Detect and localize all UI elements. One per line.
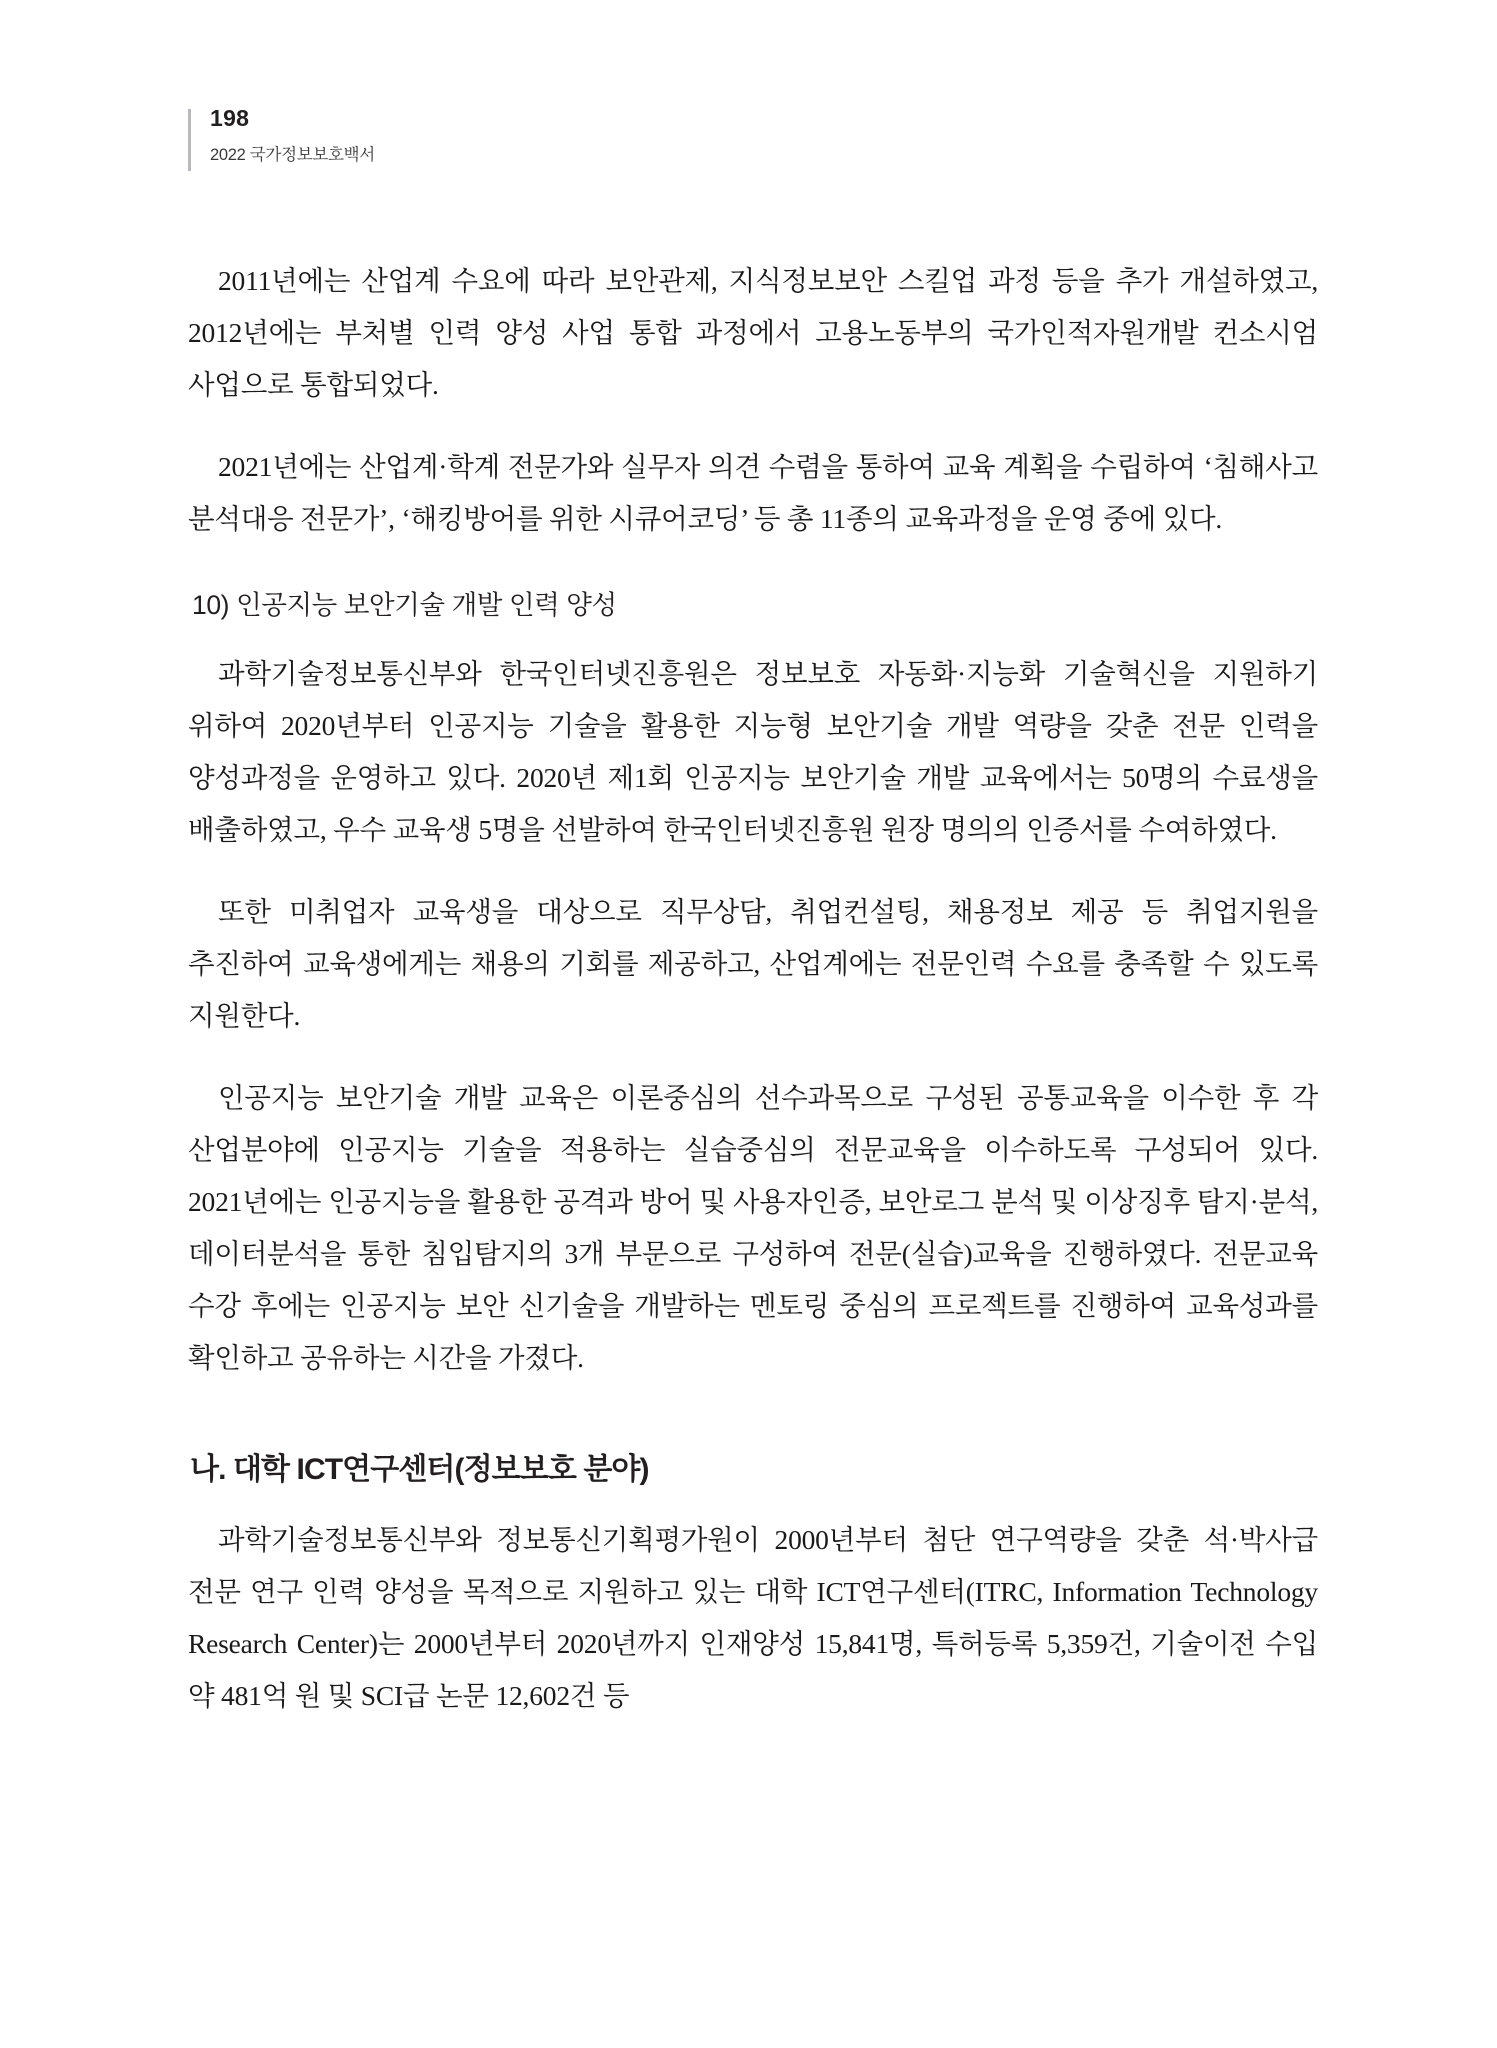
book-title: 2022 국가정보보호백서: [210, 146, 375, 164]
page-content: [188, 255, 1318, 1752]
section-heading: 나. 대학 ICT연구센터(정보보호 분야): [190, 1453, 649, 1486]
page-header: [188, 105, 788, 177]
paragraph: 2011년에는 산업계 수요에 따라 보안관제, 지식정보보안 스킬업 과정 등을 추가 개설하였고, 2012년에는 부처별 인력 양성 사업 통합 과정에서 고용노동부의 국가인적자원개발 컨소시엄 사업으로 통합되었다.: [188, 265, 1318, 400]
paragraph: 또한 미취업자 교육생을 대상으로 직무상담, 취업컨설팅, 채용정보 제공 등 취업지원을 추진하여 교육생에게는 채용의 기회를 제공하고, 산업계에는 전문인력 수요를 충족할 수 있도록 지원한다.: [188, 896, 1318, 1031]
paragraph: 과학기술정보통신부와 정보통신기획평가원이 2000년부터 첨단 연구역량을 갖춘 석·박사급 전문 연구 인력 양성을 목적으로 지원하고 있는 대학 ICT연구센터(ITRC, Information Technology Research Center)는 2000년부터 2020년까지 인재양성 15,841명, 특허등록 5,359건, 기술이전 수입 약 481억 원 및 SCI급 논문 12,602건 등: [188, 1524, 1318, 1711]
sub-heading: 10) 인공지능 보안기술 개발 인력 양성: [192, 590, 617, 620]
header-divider: [188, 109, 191, 171]
paragraph: 과학기술정보통신부와 한국인터넷진흥원은 정보보호 자동화·지능화 기술혁신을 지원하기 위하여 2020년부터 인공지능 기술을 활용한 지능형 보안기술 개발 역량을 갖춘 전문 인력을 양성과정을 운영하고 있다. 2020년 제1회 인공지능 보안기술 개발 교육에서는 50명의 수료생을 배출하였고, 우수 교육생 5명을 선발하여 한국인터넷진흥원 원장 명의의 인증서를 수여하였다.: [188, 658, 1318, 845]
page-number: 198: [210, 105, 250, 131]
paragraph: 2021년에는 산업계·학계 전문가와 실무자 의견 수렴을 통하여 교육 계획을 수립하여 ‘침해사고 분석대응 전문가’, ‘해킹방어를 위한 시큐어코딩’ 등 총 11종의 교육과정을 운영 중에 있다.: [188, 451, 1318, 534]
paragraph: 인공지능 보안기술 개발 교육은 이론중심의 선수과목으로 구성된 공통교육을 이수한 후 각 산업분야에 인공지능 기술을 적용하는 실습중심의 전문교육을 이수하도록 구성되어 있다. 2021년에는 인공지능을 활용한 공격과 방어 및 사용자인증, 보안로그 분석 및 이상징후 탐지·분석, 데이터분석을 통한 침입탐지의 3개 부문으로 구성하여 전문(실습)교육을 진행하였다. 전문교육 수강 후에는 인공지능 보안 신기술을 개발하는 멘토링 중심의 프로젝트를 진행하여 교육성과를 확인하고 공유하는 시간을 가졌다.: [188, 1082, 1318, 1373]
